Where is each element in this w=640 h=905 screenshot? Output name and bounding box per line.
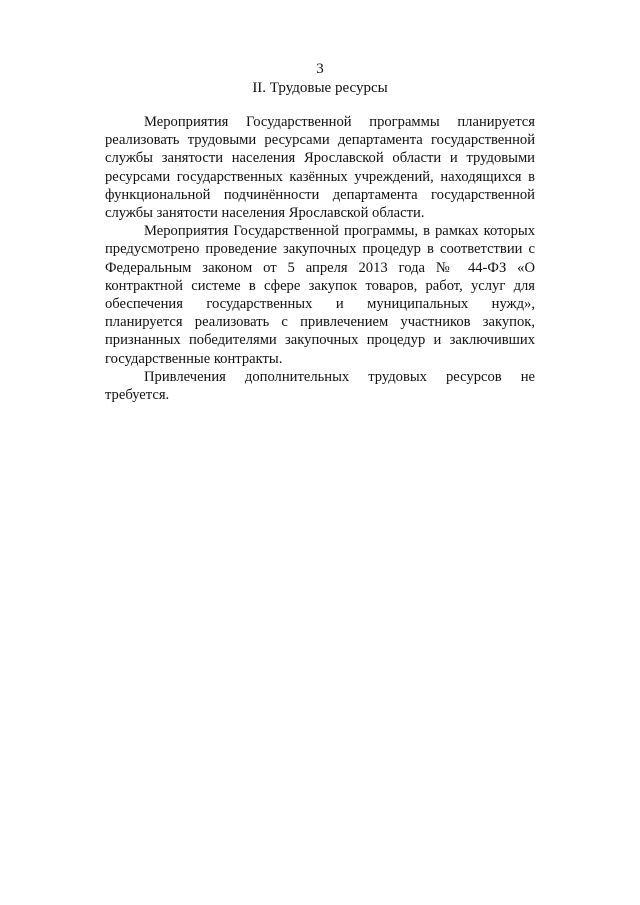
body-text [105,113,535,404]
section-title: II. Трудовые ресурсы [252,80,388,96]
page-number: 3 [316,61,324,77]
paragraph-procurement: Мероприятия Государственной программы, в рамках которых предусмотрено проведение закупочных процедур в соответствии с Федеральным законом от 5 апреля 2013 года № 44-ФЗ «О контрактной системе в сфере закупок товаров, работ, услуг для обеспечения государственных и муниципальных нужд», планируется реализовать с привлечением участников закупок, признанных победителями закупочных процедур и заключивших государственные контракты. [105,223,535,367]
paragraph-labor-resources: Мероприятия Государственной программы планируется реализовать трудовыми ресурсами департамента государственной службы занятости населения Ярославской области и трудовыми ресурсами государственных казённых учреждений, находящихся в функциональной подчинённости департамента государственной службы занятости населения Ярославской области. [105,114,535,222]
paragraph-no-additional-resources: Привлечения дополнительных трудовых ресурсов не требуется. [105,368,535,404]
